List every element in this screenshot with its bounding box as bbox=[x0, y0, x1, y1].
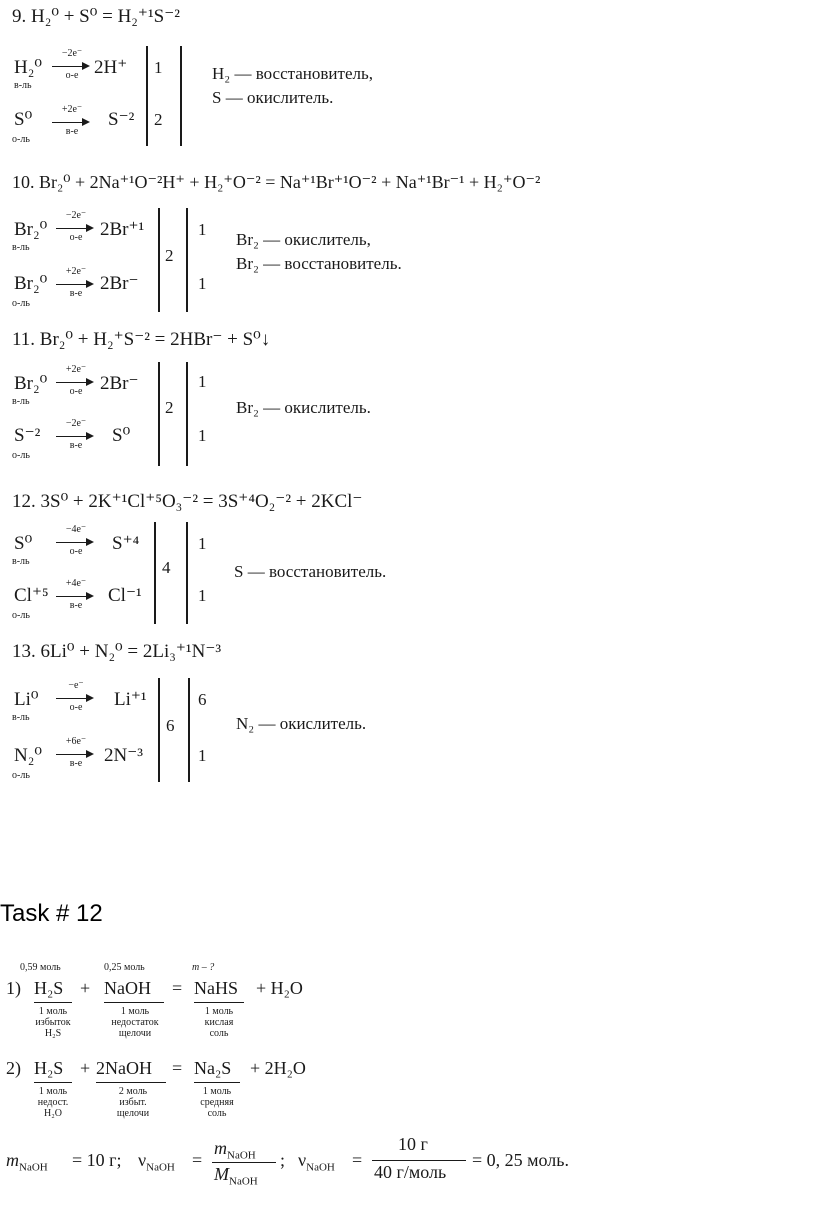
r1-s2: NaOH bbox=[104, 978, 151, 998]
role-abbr-bottom-13: о-ль bbox=[12, 770, 30, 781]
role-abbr-top-13: в-ль bbox=[12, 712, 30, 723]
divider-10a bbox=[158, 208, 160, 312]
coef-top-10: 1 bbox=[198, 220, 207, 239]
coef-top-13: 6 bbox=[198, 690, 207, 709]
f-nu-sub: NaOH bbox=[146, 1161, 175, 1174]
r1-prefix: 1) bbox=[6, 978, 21, 998]
task-heading: Task # 12 bbox=[0, 900, 103, 927]
role-abbr-bottom-12: о-ль bbox=[12, 610, 30, 621]
lcm-12: 4 bbox=[162, 558, 171, 577]
atom-top-9: H₂⁰ bbox=[14, 57, 42, 78]
f-eq: = bbox=[192, 1150, 203, 1170]
f-m-sub: NaOH bbox=[19, 1161, 48, 1174]
r1-underline-3 bbox=[194, 1002, 244, 1003]
r2-below-2 bbox=[98, 1086, 168, 1119]
lcm-11: 2 bbox=[165, 398, 174, 417]
arrow-bottom-11 bbox=[56, 436, 92, 437]
f-nu2 bbox=[298, 1150, 335, 1174]
r1-below-2 bbox=[98, 1006, 172, 1039]
role-12-line1: S — восстановитель. bbox=[234, 562, 387, 581]
equation-10: 10. Br₂⁰ + 2Na⁺¹O⁻²H⁺ + H₂⁺O⁻² = Na⁺¹Br⁺¹O⁻² + Na⁺¹Br⁻¹ + H₂⁺O⁻² bbox=[12, 172, 541, 192]
r2-underline-1 bbox=[34, 1082, 72, 1083]
r1-below-1-l1: 1 моль bbox=[38, 1006, 68, 1017]
atom-top-13: Li⁰ bbox=[14, 689, 39, 710]
arrow-top-12 bbox=[56, 542, 92, 543]
atom-bottom-13: N₂⁰ bbox=[14, 745, 42, 766]
divider-10b bbox=[186, 208, 188, 312]
f-nu2-symbol: ν bbox=[298, 1150, 307, 1170]
r2-below-2-l1: 2 моль bbox=[118, 1086, 148, 1097]
r2-below-1-l1: 1 моль bbox=[38, 1086, 68, 1097]
r1-below-3 bbox=[188, 1006, 250, 1039]
role-abbr-top-10: в-ль bbox=[12, 242, 30, 253]
f-nu2-sub: NaOH bbox=[306, 1161, 335, 1174]
f-frac1-den-symbol: M bbox=[214, 1164, 229, 1184]
electrons-bottom-13: +6e⁻ bbox=[65, 736, 87, 747]
atom-top-10: Br₂⁰ bbox=[14, 219, 48, 240]
r2-s1: H₂S bbox=[34, 1058, 64, 1078]
process-bottom-9: в-е bbox=[65, 126, 79, 137]
r2-op2: = bbox=[172, 1058, 183, 1078]
coef-top-12: 1 bbox=[198, 534, 207, 553]
equation-12: 12. 3S⁰ + 2K⁺¹Cl⁺⁵O₃⁻² = 3S⁺⁴O₂⁻² + 2KCl⁻ bbox=[12, 491, 363, 512]
r1-below-3-l3: соль bbox=[209, 1028, 229, 1039]
electrons-top-9: −2e⁻ bbox=[61, 48, 83, 59]
r2-below-1-l3: H₂O bbox=[44, 1108, 62, 1119]
lcm-10: 2 bbox=[165, 246, 174, 265]
electrons-bottom-9: +2e⁻ bbox=[61, 104, 83, 115]
role-abbr-bottom-11: о-ль bbox=[12, 450, 30, 461]
f-sep: ; bbox=[280, 1150, 286, 1170]
r1-below-2-l2: недостаток bbox=[111, 1017, 159, 1028]
f-nu bbox=[138, 1150, 175, 1174]
arrow-top-9 bbox=[52, 66, 88, 67]
equation-13: 13. 6Li⁰ + N₂⁰ = 2Li₃⁺¹N⁻³ bbox=[12, 641, 222, 662]
coef-bottom-10: 1 bbox=[198, 274, 207, 293]
process-top-9: о-е bbox=[65, 70, 79, 81]
r2-s2: 2NaOH bbox=[96, 1058, 152, 1078]
process-top-10: о-е bbox=[69, 232, 83, 243]
divider-12a bbox=[154, 522, 156, 624]
r2-below-3-l1: 1 моль bbox=[202, 1086, 232, 1097]
atom-top-12: S⁰ bbox=[14, 533, 33, 554]
r2-underline-2 bbox=[96, 1082, 166, 1083]
arrow-bottom-12 bbox=[56, 596, 92, 597]
f-frac2-den: 40 г/моль bbox=[374, 1162, 447, 1182]
f-frac1-line bbox=[212, 1162, 276, 1163]
f-frac1-num-sub: NaOH bbox=[227, 1149, 256, 1162]
r1-above-2: 0,25 моль bbox=[104, 962, 145, 973]
divider-11b bbox=[186, 362, 188, 466]
r1-above-1: 0,59 моль bbox=[20, 962, 61, 973]
process-bottom-12: в-е bbox=[69, 600, 83, 611]
r2-below-3-l3: соль bbox=[207, 1108, 227, 1119]
coef-bottom-9: 2 bbox=[154, 110, 163, 129]
role-10-line2: Br₂ — восстановитель. bbox=[236, 254, 402, 273]
process-top-13: о-е bbox=[69, 702, 83, 713]
f-frac1-den-sub: NaOH bbox=[229, 1175, 258, 1188]
r1-below-2-l1: 1 моль bbox=[120, 1006, 150, 1017]
role-abbr-bottom-10: о-ль bbox=[12, 298, 30, 309]
electrons-bottom-12: +4e⁻ bbox=[65, 578, 87, 589]
arrow-top-10 bbox=[56, 228, 92, 229]
r1-below-1-l3: H₂S bbox=[44, 1028, 62, 1039]
process-top-11: о-е bbox=[69, 386, 83, 397]
arrow-bottom-9 bbox=[52, 122, 88, 123]
role-11-line1: Br₂ — окислитель. bbox=[236, 398, 371, 417]
process-top-12: о-е bbox=[69, 546, 83, 557]
divider-13a bbox=[158, 678, 160, 782]
r1-s3: NaHS bbox=[194, 978, 238, 998]
r2-below-3 bbox=[186, 1086, 248, 1119]
r2-s3: Na₂S bbox=[194, 1058, 232, 1078]
electrons-top-12: −4e⁻ bbox=[65, 524, 87, 535]
f-frac2-line bbox=[372, 1160, 466, 1161]
product-top-10: 2Br⁺¹ bbox=[100, 219, 145, 240]
product-bottom-13: 2N⁻³ bbox=[104, 745, 143, 766]
atom-bottom-12: Cl⁺⁵ bbox=[14, 585, 49, 606]
r2-below-2-l2: избыт. bbox=[119, 1097, 147, 1108]
r2-below-2-l3: щелочи bbox=[116, 1108, 150, 1119]
process-bottom-11: в-е bbox=[69, 440, 83, 451]
product-top-9: 2H⁺ bbox=[94, 57, 128, 78]
divider-13b bbox=[188, 678, 190, 782]
r2-tail: + 2H₂O bbox=[250, 1058, 306, 1078]
r1-underline-1 bbox=[34, 1002, 72, 1003]
f-frac1-num bbox=[214, 1138, 256, 1162]
r2-op1: + bbox=[80, 1058, 91, 1078]
coef-bottom-13: 1 bbox=[198, 746, 207, 765]
product-bottom-9: S⁻² bbox=[108, 109, 135, 130]
divider-11a bbox=[158, 362, 160, 466]
coef-top-9: 1 bbox=[154, 58, 163, 77]
divider-12b bbox=[186, 522, 188, 624]
equation-9: 9. H₂⁰ + S⁰ = H₂⁺¹S⁻² bbox=[12, 6, 180, 27]
atom-top-11: Br₂⁰ bbox=[14, 373, 48, 394]
r1-below-3-l2: кислая bbox=[204, 1017, 234, 1028]
electrons-top-10: −2e⁻ bbox=[65, 210, 87, 221]
atom-bottom-9: S⁰ bbox=[14, 109, 33, 130]
coef-bottom-12: 1 bbox=[198, 586, 207, 605]
arrow-bottom-13 bbox=[56, 754, 92, 755]
f-m-val: = 10 г; bbox=[72, 1150, 122, 1170]
product-bottom-12: Cl⁻¹ bbox=[108, 585, 142, 606]
r2-prefix: 2) bbox=[6, 1058, 21, 1078]
role-abbr-top-9: в-ль bbox=[14, 80, 32, 91]
atom-bottom-10: Br₂⁰ bbox=[14, 273, 48, 294]
equation-11: 11. Br₂⁰ + H₂⁺S⁻² = 2HBr⁻ + S⁰↓ bbox=[12, 329, 271, 350]
coef-top-11: 1 bbox=[198, 372, 207, 391]
role-abbr-bottom-9: о-ль bbox=[12, 134, 30, 145]
role-9-line2: S — окислитель. bbox=[212, 88, 334, 107]
role-abbr-top-11: в-ль bbox=[12, 396, 30, 407]
arrow-top-11 bbox=[56, 382, 92, 383]
atom-bottom-11: S⁻² bbox=[14, 425, 41, 446]
r1-s1: H₂S bbox=[34, 978, 64, 998]
product-top-13: Li⁺¹ bbox=[114, 689, 147, 710]
f-m-symbol: m bbox=[6, 1150, 19, 1170]
f-frac1-num-symbol: m bbox=[214, 1138, 227, 1158]
coef-bottom-11: 1 bbox=[198, 426, 207, 445]
product-top-12: S⁺⁴ bbox=[112, 533, 140, 554]
product-bottom-11: S⁰ bbox=[112, 425, 131, 446]
lcm-13: 6 bbox=[166, 716, 175, 735]
arrow-bottom-10 bbox=[56, 284, 92, 285]
r1-below-1-l2: избыток bbox=[35, 1017, 71, 1028]
r1-underline-2 bbox=[104, 1002, 164, 1003]
r1-op2: = bbox=[172, 978, 183, 998]
r2-below-3-l2: средняя bbox=[200, 1097, 234, 1108]
r2-underline-3 bbox=[194, 1082, 240, 1083]
f-result: = 0, 25 моль. bbox=[472, 1150, 569, 1170]
r1-above-3: m – ? bbox=[192, 962, 215, 973]
role-9-line1: H₂ — восстановитель, bbox=[212, 64, 373, 83]
r1-below-1 bbox=[24, 1006, 82, 1039]
r2-below-1-l2: недост. bbox=[37, 1097, 69, 1108]
product-top-11: 2Br⁻ bbox=[100, 373, 139, 394]
product-bottom-10: 2Br⁻ bbox=[100, 273, 139, 294]
f-m bbox=[6, 1150, 48, 1174]
r1-tail: + H₂O bbox=[256, 978, 303, 998]
process-bottom-10: в-е bbox=[69, 288, 83, 299]
f-nu-symbol: ν bbox=[138, 1150, 147, 1170]
f-frac2-num: 10 г bbox=[398, 1134, 428, 1154]
arrow-top-13 bbox=[56, 698, 92, 699]
role-13-line1: N₂ — окислитель. bbox=[236, 714, 367, 733]
r1-below-2-l3: щелочи bbox=[118, 1028, 152, 1039]
r1-op1: + bbox=[80, 978, 91, 998]
electrons-top-13: −e⁻ bbox=[68, 680, 84, 691]
electrons-bottom-10: +2e⁻ bbox=[65, 266, 87, 277]
r1-below-3-l1: 1 моль bbox=[204, 1006, 234, 1017]
f-frac1-den bbox=[214, 1164, 258, 1188]
role-10-line1: Br₂ — окислитель, bbox=[236, 230, 371, 249]
process-bottom-13: в-е bbox=[69, 758, 83, 769]
electrons-bottom-11: −2e⁻ bbox=[65, 418, 87, 429]
role-abbr-top-12: в-ль bbox=[12, 556, 30, 567]
electrons-top-11: +2e⁻ bbox=[65, 364, 87, 375]
f-eq2: = bbox=[352, 1150, 363, 1170]
r2-below-1 bbox=[24, 1086, 82, 1119]
divider-9a bbox=[146, 46, 148, 146]
divider-9b bbox=[180, 46, 182, 146]
